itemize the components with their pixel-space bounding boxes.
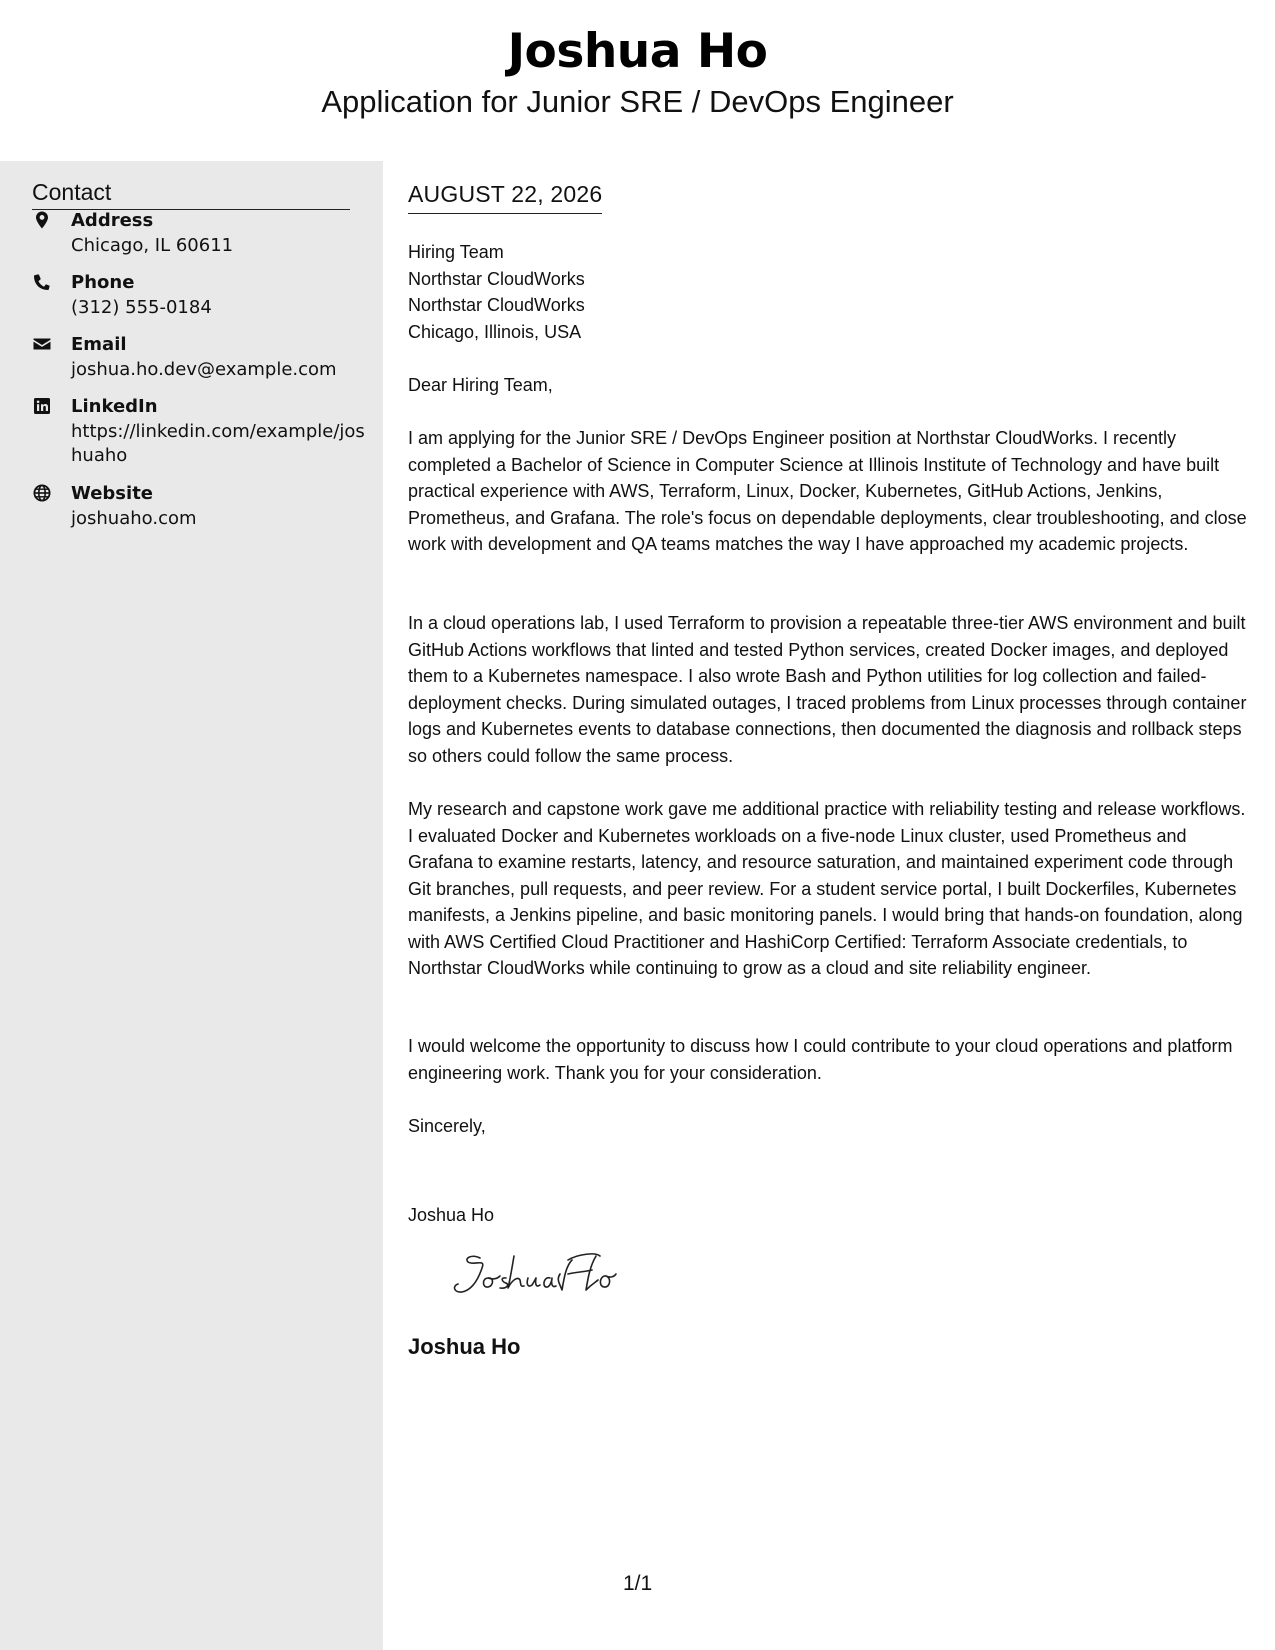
- website-label: Website: [71, 483, 154, 504]
- contact-heading: Contact: [32, 177, 350, 210]
- handwritten-signature: [450, 1244, 630, 1304]
- paragraph-2: In a cloud operations lab, I used Terraform to provision a repeatable three-tier AWS environment and built GitHub Actions workflows that linted and tested Python services, created Docker images, and deployed them to a Kubernetes namespace. I also wrote Bash and Python utilities for log collection and failed-deployment checks. During simulated outages, I traced problems from Linux processes through container logs and Kubernetes events to database connections, then documented the diagnosis and rollback steps so others could follow the same process.: [408, 613, 1247, 766]
- recipient-line: Northstar CloudWorks: [408, 295, 585, 315]
- paragraph-3: My research and capstone work gave me additional practice with reliability testing and release workflows. I evaluated Docker and Kubernetes workloads on a five-node Linux cluster, used Prometheus and Grafana to examine restarts, latency, and resource saturation, and maintained experiment code through Git branches, pull requests, and peer review. For a student service portal, I built Dockerfiles, Kubernetes manifests, a Jenkins pipeline, and basic monitoring panels. I would bring that hands-on foundation, along with AWS Certified Cloud Practitioner and HashiCorp Certified: Terraform Associate credentials, to Northstar CloudWorks while continuing to grow as a cloud and site reliability engineer.: [408, 799, 1246, 978]
- application-subtitle: Application for Junior SRE / DevOps Engineer: [321, 84, 954, 119]
- paragraph-4: I would welcome the opportunity to discuss how I could contribute to your cloud operations and platform engineering work. Thank you for your consideration.: [408, 1036, 1233, 1083]
- email-label: Email: [71, 334, 127, 355]
- applicant-name: Joshua Ho: [507, 24, 768, 79]
- recipient-block: [408, 239, 585, 345]
- closing: Sincerely,: [408, 1116, 486, 1136]
- linkedin-label: LinkedIn: [71, 396, 158, 417]
- phone-value: (312) 555-0184: [71, 297, 212, 318]
- envelope-icon: [32, 334, 52, 354]
- signer-name: Joshua Ho: [408, 1205, 495, 1225]
- address-label: Address: [71, 210, 154, 231]
- phone-label: Phone: [71, 272, 135, 293]
- email-value: joshua.ho.dev@example.com: [71, 359, 337, 380]
- contact-sidebar: [0, 161, 383, 1650]
- paragraph-1: I am applying for the Junior SRE / DevOps Engineer position at Northstar CloudWorks. I recently completed a Bachelor of Science in Computer Science at Illinois Institute of Technology and have built practical experience with AWS, Terraform, Linux, Docker, Kubernetes, GitHub Actions, Jenkins, Prometheus, and Grafana. The role's focus on dependable deployments, clear troubleshooting, and close work with development and QA teams matches the way I have approached my academic projects.: [408, 428, 1247, 554]
- page-number: 1/1: [623, 1572, 653, 1595]
- website-value: joshuaho.com: [71, 508, 197, 529]
- letter-date: AUGUST 22, 2026: [408, 179, 602, 214]
- phone-icon: [32, 272, 52, 292]
- recipient-line: Hiring Team: [408, 242, 504, 262]
- recipient-line: Northstar CloudWorks: [408, 268, 585, 289]
- signer-name-bold: Joshua Ho: [408, 1334, 521, 1359]
- linkedin-value: https://linkedin.com/example/joshuaho: [71, 421, 365, 466]
- globe-icon: [32, 483, 52, 503]
- letter-header: [0, 0, 1275, 161]
- recipient-line: Chicago, Illinois, USA: [408, 321, 582, 342]
- address-value: Chicago, IL 60611: [71, 235, 234, 256]
- map-pin-icon: [32, 210, 52, 230]
- linkedin-icon: [32, 396, 52, 416]
- greeting: Dear Hiring Team,: [408, 375, 553, 395]
